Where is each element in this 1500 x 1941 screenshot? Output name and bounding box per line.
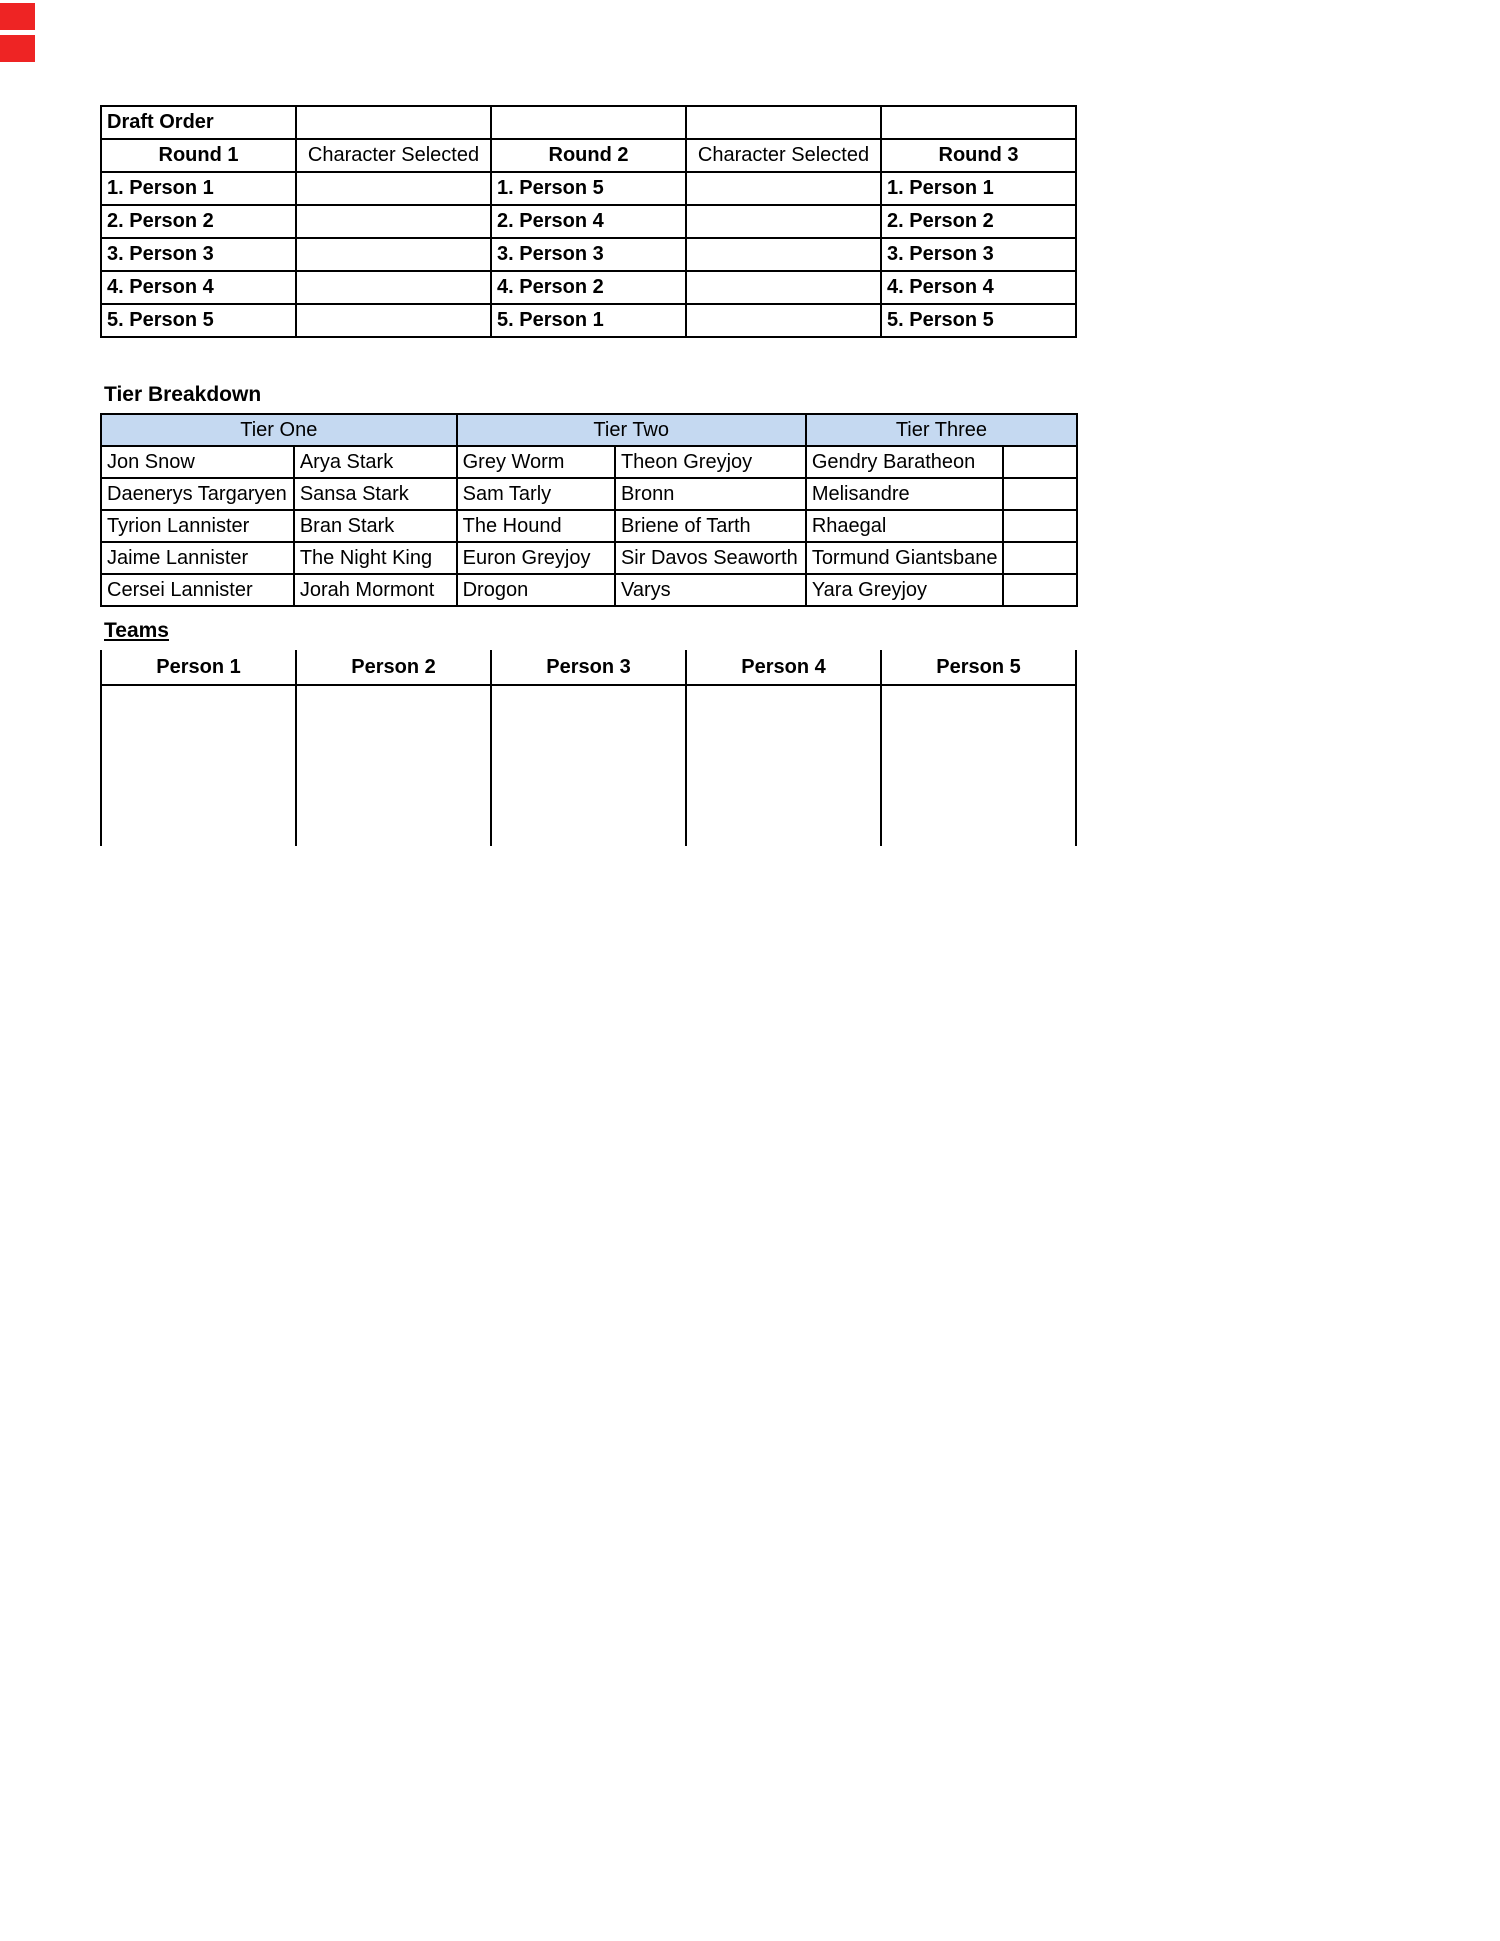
character-selected-cell bbox=[686, 238, 881, 271]
draft-entry: 1. Person 1 bbox=[101, 172, 296, 205]
tier-cell: Jon Snow bbox=[101, 446, 294, 478]
tier-cell: Arya Stark bbox=[294, 446, 457, 478]
tier-one-header: Tier One bbox=[101, 414, 457, 446]
character-selected-cell bbox=[686, 205, 881, 238]
empty-cell bbox=[1003, 574, 1077, 606]
draft-entry: 3. Person 3 bbox=[101, 238, 296, 271]
draft-row bbox=[101, 304, 1076, 337]
draft-entry: 1. Person 1 bbox=[881, 172, 1076, 205]
team-column-cell bbox=[102, 686, 297, 846]
tier-cell: Yara Greyjoy bbox=[806, 574, 1004, 606]
draft-entry: 2. Person 2 bbox=[101, 205, 296, 238]
tier-row bbox=[101, 542, 1077, 574]
empty-cell bbox=[881, 106, 1076, 139]
team-column-cell bbox=[297, 686, 492, 846]
character-selected-cell bbox=[296, 271, 491, 304]
character-selected-cell bbox=[686, 304, 881, 337]
team-column-header: Person 2 bbox=[297, 650, 492, 684]
tier-cell: Sansa Stark bbox=[294, 478, 457, 510]
team-column-cell bbox=[492, 686, 687, 846]
draft-row bbox=[101, 172, 1076, 205]
tier-cell: Theon Greyjoy bbox=[615, 446, 806, 478]
draft-entry: 4. Person 4 bbox=[881, 271, 1076, 304]
empty-cell bbox=[1003, 446, 1077, 478]
draft-row bbox=[101, 205, 1076, 238]
empty-cell bbox=[296, 106, 491, 139]
tier-cell: Cersei Lannister bbox=[101, 574, 294, 606]
tier-cell: Grey Worm bbox=[457, 446, 615, 478]
team-column-header: Person 1 bbox=[102, 650, 297, 684]
empty-cell bbox=[686, 106, 881, 139]
tier-header-row bbox=[101, 414, 1077, 446]
draft-order-table bbox=[100, 105, 1077, 338]
empty-cell bbox=[491, 106, 686, 139]
tier-cell: Varys bbox=[615, 574, 806, 606]
draft-entry: 2. Person 4 bbox=[491, 205, 686, 238]
draft-title-row bbox=[101, 106, 1076, 139]
draft-entry: 2. Person 2 bbox=[881, 205, 1076, 238]
tier-cell: Bronn bbox=[615, 478, 806, 510]
draft-entry: 5. Person 5 bbox=[881, 304, 1076, 337]
draft-entry: 5. Person 5 bbox=[101, 304, 296, 337]
tier-breakdown-title: Tier Breakdown bbox=[104, 383, 262, 406]
tier-row bbox=[101, 574, 1077, 606]
team-column-header: Person 5 bbox=[882, 650, 1077, 684]
team-column-header: Person 3 bbox=[492, 650, 687, 684]
tier-cell: Bran Stark bbox=[294, 510, 457, 542]
character-selected-cell bbox=[686, 172, 881, 205]
character-selected-header: Character Selected bbox=[686, 139, 881, 172]
draft-entry: 1. Person 5 bbox=[491, 172, 686, 205]
draft-row bbox=[101, 238, 1076, 271]
tier-three-header: Tier Three bbox=[806, 414, 1077, 446]
tier-cell: Euron Greyjoy bbox=[457, 542, 615, 574]
teams-table bbox=[100, 650, 1077, 846]
empty-cell bbox=[1003, 542, 1077, 574]
empty-cell bbox=[1003, 478, 1077, 510]
tier-cell: Tyrion Lannister bbox=[101, 510, 294, 542]
character-selected-header: Character Selected bbox=[296, 139, 491, 172]
round-1-header: Round 1 bbox=[101, 139, 296, 172]
tier-cell: Melisandre bbox=[806, 478, 1004, 510]
tier-cell: Briene of Tarth bbox=[615, 510, 806, 542]
draft-entry: 3. Person 3 bbox=[881, 238, 1076, 271]
round-3-header: Round 3 bbox=[881, 139, 1076, 172]
draft-header-row bbox=[101, 139, 1076, 172]
round-2-header: Round 2 bbox=[491, 139, 686, 172]
draft-entry: 3. Person 3 bbox=[491, 238, 686, 271]
tier-cell: Sam Tarly bbox=[457, 478, 615, 510]
tier-row bbox=[101, 510, 1077, 542]
tier-cell: Sir Davos Seaworth bbox=[615, 542, 806, 574]
teams-empty-area bbox=[100, 686, 1077, 846]
tier-cell: The Night King bbox=[294, 542, 457, 574]
draft-entry: 5. Person 1 bbox=[491, 304, 686, 337]
tier-two-header: Tier Two bbox=[457, 414, 806, 446]
teams-title: Teams bbox=[104, 619, 169, 642]
tier-cell: Drogon bbox=[457, 574, 615, 606]
tier-cell: Rhaegal bbox=[806, 510, 1004, 542]
character-selected-cell bbox=[296, 205, 491, 238]
teams-header-row bbox=[100, 650, 1077, 686]
draft-entry: 4. Person 4 bbox=[101, 271, 296, 304]
red-mark-icon bbox=[0, 3, 35, 30]
character-selected-cell bbox=[296, 238, 491, 271]
red-mark-icon bbox=[0, 35, 35, 62]
character-selected-cell bbox=[296, 304, 491, 337]
character-selected-cell bbox=[296, 172, 491, 205]
tier-cell: Gendry Baratheon bbox=[806, 446, 1004, 478]
tier-row bbox=[101, 446, 1077, 478]
team-column-cell bbox=[687, 686, 882, 846]
empty-cell bbox=[1003, 510, 1077, 542]
tier-cell: Jaime Lannister bbox=[101, 542, 294, 574]
tier-cell: The Hound bbox=[457, 510, 615, 542]
team-column-header: Person 4 bbox=[687, 650, 882, 684]
tier-cell: Jorah Mormont bbox=[294, 574, 457, 606]
team-column-cell bbox=[882, 686, 1077, 846]
tier-cell: Daenerys Targaryen bbox=[101, 478, 294, 510]
draft-entry: 4. Person 2 bbox=[491, 271, 686, 304]
draft-order-title: Draft Order bbox=[101, 106, 296, 139]
tier-cell: Tormund Giantsbane bbox=[806, 542, 1004, 574]
draft-row bbox=[101, 271, 1076, 304]
tier-row bbox=[101, 478, 1077, 510]
tier-breakdown-table bbox=[100, 413, 1078, 607]
character-selected-cell bbox=[686, 271, 881, 304]
